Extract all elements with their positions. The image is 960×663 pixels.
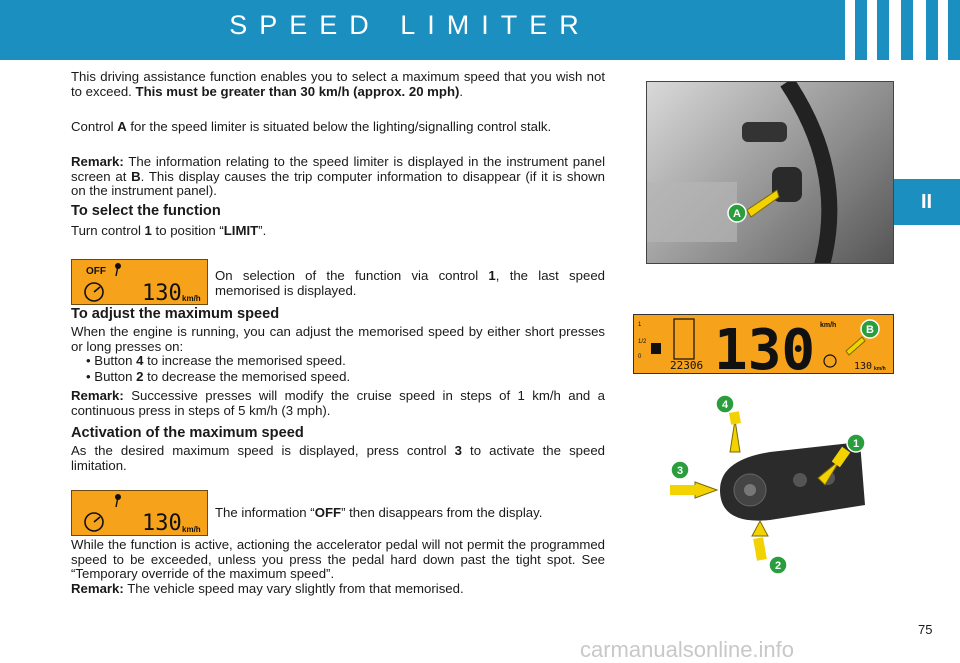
limit-pin-icon bbox=[115, 263, 121, 276]
display2-caption: The information “OFF” then disappears from the display. bbox=[215, 505, 543, 520]
page-header bbox=[0, 0, 960, 60]
page-number: 75 bbox=[918, 622, 933, 637]
closing-paragraph: While the function is active, actioning the accelerator pedal will not permit the programmed speed to be exceeded, unless you press the pedal hard down past the tight spot. See “Temporary override of the maximum speed”. bbox=[71, 537, 605, 582]
lcd-display-off bbox=[71, 259, 208, 305]
fuel-gauge bbox=[674, 319, 694, 359]
adjust-remark: Remark: Successive presses will modify the cruise speed in steps of 1 km/h and a continuous press in steps of 5 km/h (3 mph). bbox=[71, 388, 605, 418]
control-paragraph: Control A for the speed limiter is situated below the lighting/signalling control stalk. bbox=[71, 119, 552, 134]
activation-paragraph: As the desired maximum speed is displayed, press control 3 to activate the speed limitation. bbox=[71, 443, 605, 473]
lighting-stalk bbox=[742, 122, 787, 142]
arrow-button-2 bbox=[752, 521, 768, 536]
arrow-control-3 bbox=[695, 482, 717, 498]
panel-small-speed: 130 bbox=[854, 361, 873, 372]
lcd-off-label: OFF bbox=[86, 266, 106, 277]
select-paragraph: Turn control 1 to position “LIMIT”. bbox=[71, 223, 267, 238]
arrow-icon bbox=[846, 337, 865, 355]
adjust-paragraph: When the engine is running, you can adjust the memorised speed by either short presses or long presses on: bbox=[71, 324, 605, 354]
arrow-button-4 bbox=[730, 420, 740, 452]
lcd-unit: km/h bbox=[182, 294, 201, 303]
closing-remark: Remark: The vehicle speed may vary slightly from that memorised. bbox=[71, 581, 464, 596]
badge-1-label: 1 bbox=[852, 438, 860, 450]
bullet-increase: • Button 4 to increase the memorised speed. bbox=[86, 353, 346, 368]
gauge-top: 1 bbox=[638, 322, 642, 328]
control-stalk-diagram bbox=[660, 390, 880, 580]
lcd-unit: km/h bbox=[182, 525, 201, 534]
speedometer-icon bbox=[85, 513, 103, 531]
fuel-icon bbox=[651, 343, 661, 354]
odometer: 22306 bbox=[670, 359, 704, 372]
arrow-icon bbox=[747, 190, 779, 217]
lcd-speed: 130 bbox=[142, 511, 182, 536]
badge-3-label: 3 bbox=[676, 465, 684, 477]
heading-activation: Activation of the maximum speed bbox=[71, 425, 304, 441]
badge-a-label: A bbox=[733, 208, 741, 220]
panel-speed: 130 bbox=[714, 318, 816, 373]
badge-b-label: B bbox=[866, 324, 874, 336]
heading-select: To select the function bbox=[71, 203, 221, 219]
instrument-panel bbox=[633, 314, 894, 374]
gauge-bottom: 0 bbox=[638, 354, 642, 360]
badge-2-label: 2 bbox=[774, 560, 782, 572]
bullet-decrease: • Button 2 to decrease the memorised speed. bbox=[86, 369, 351, 384]
watermark[interactable]: carmanualsonline.info bbox=[580, 637, 795, 662]
intro-paragraph: This driving assistance function enables you to select a maximum speed that you wish not to exceed. This must be greater than 30 km/h (approx. 20 mph). bbox=[71, 69, 605, 99]
page-title: SPEED LIMITER bbox=[229, 10, 591, 40]
limit-pin-icon bbox=[115, 494, 121, 507]
heading-adjust: To adjust the maximum speed bbox=[71, 306, 280, 322]
panel-small-unit: km/h bbox=[874, 366, 886, 372]
remark-paragraph: Remark: The information relating to the speed limiter is displayed in the instrument panel screen at B. This display causes the trip computer information to disappear (if it is shown on the instrument panel). bbox=[71, 154, 605, 199]
lcd-speed: 130 bbox=[142, 281, 182, 306]
lcd-display-active bbox=[71, 490, 208, 536]
speedometer-icon bbox=[85, 283, 103, 301]
badge-4-label: 4 bbox=[721, 399, 729, 411]
gauge-mid: 1/2 bbox=[638, 339, 647, 345]
speedometer-icon bbox=[824, 355, 836, 367]
dashboard-photo bbox=[646, 81, 894, 264]
display1-caption: On selection of the function via control 1, the last speed memorised is displayed. bbox=[215, 268, 605, 298]
chapter-tab[interactable]: II bbox=[893, 179, 960, 225]
panel-unit: km/h bbox=[820, 322, 837, 329]
